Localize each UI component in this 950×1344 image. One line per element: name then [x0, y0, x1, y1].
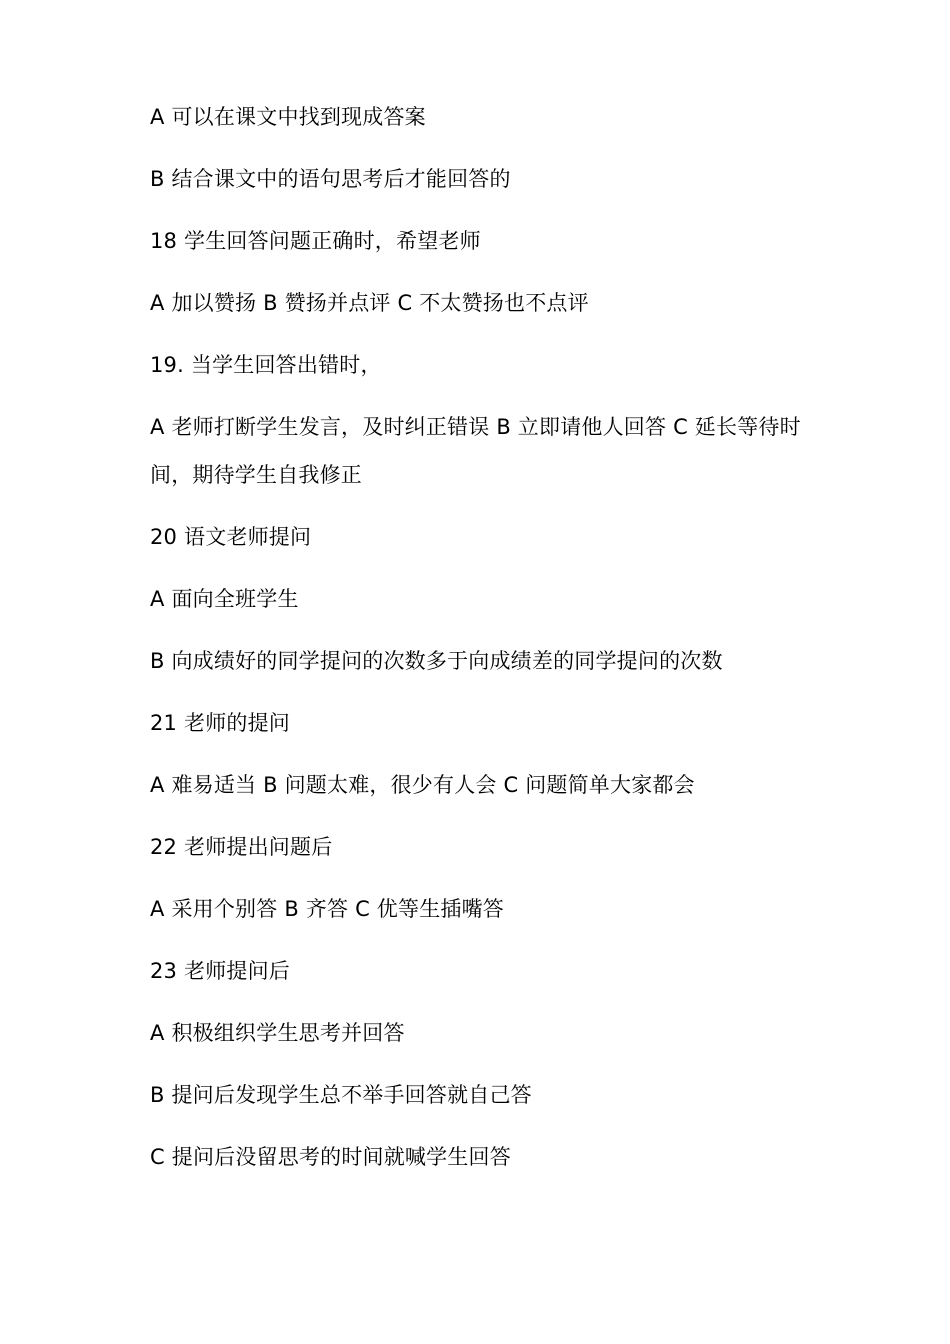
question-18: 18 学生回答问题正确时，希望老师	[150, 229, 481, 253]
options-21: A 难易适当 B 问题太难，很少有人会 C 问题简单大家都会	[150, 773, 695, 797]
option-20a: A 面向全班学生	[150, 587, 299, 611]
options-18: A 加以赞扬 B 赞扬并点评 C 不太赞扬也不点评	[150, 291, 589, 315]
option-23b: B 提问后发现学生总不举手回答就自己答	[150, 1083, 532, 1107]
option-23c: C 提问后没留思考的时间就喊学生回答	[150, 1145, 511, 1169]
option-17b: B 结合课文中的语句思考后才能回答的	[150, 167, 511, 191]
options-22: A 采用个别答 B 齐答 C 优等生插嘴答	[150, 897, 505, 921]
question-22: 22 老师提出问题后	[150, 835, 333, 859]
option-23a: A 积极组织学生思考并回答	[150, 1021, 405, 1045]
question-21: 21 老师的提问	[150, 711, 290, 735]
option-20b: B 向成绩好的同学提问的次数多于向成绩差的同学提问的次数	[150, 649, 723, 673]
question-19: 19. 当学生回答出错时，	[150, 353, 382, 377]
option-17a: A 可以在课文中找到现成答案	[150, 105, 426, 129]
question-23: 23 老师提问后	[150, 959, 290, 983]
options-19-line1: A 老师打断学生发言，及时纠正错误 B 立即请他人回答 C 延长等待时	[150, 415, 801, 439]
question-20: 20 语文老师提问	[150, 525, 312, 549]
options-19-line2: 间，期待学生自我修正	[150, 463, 362, 487]
